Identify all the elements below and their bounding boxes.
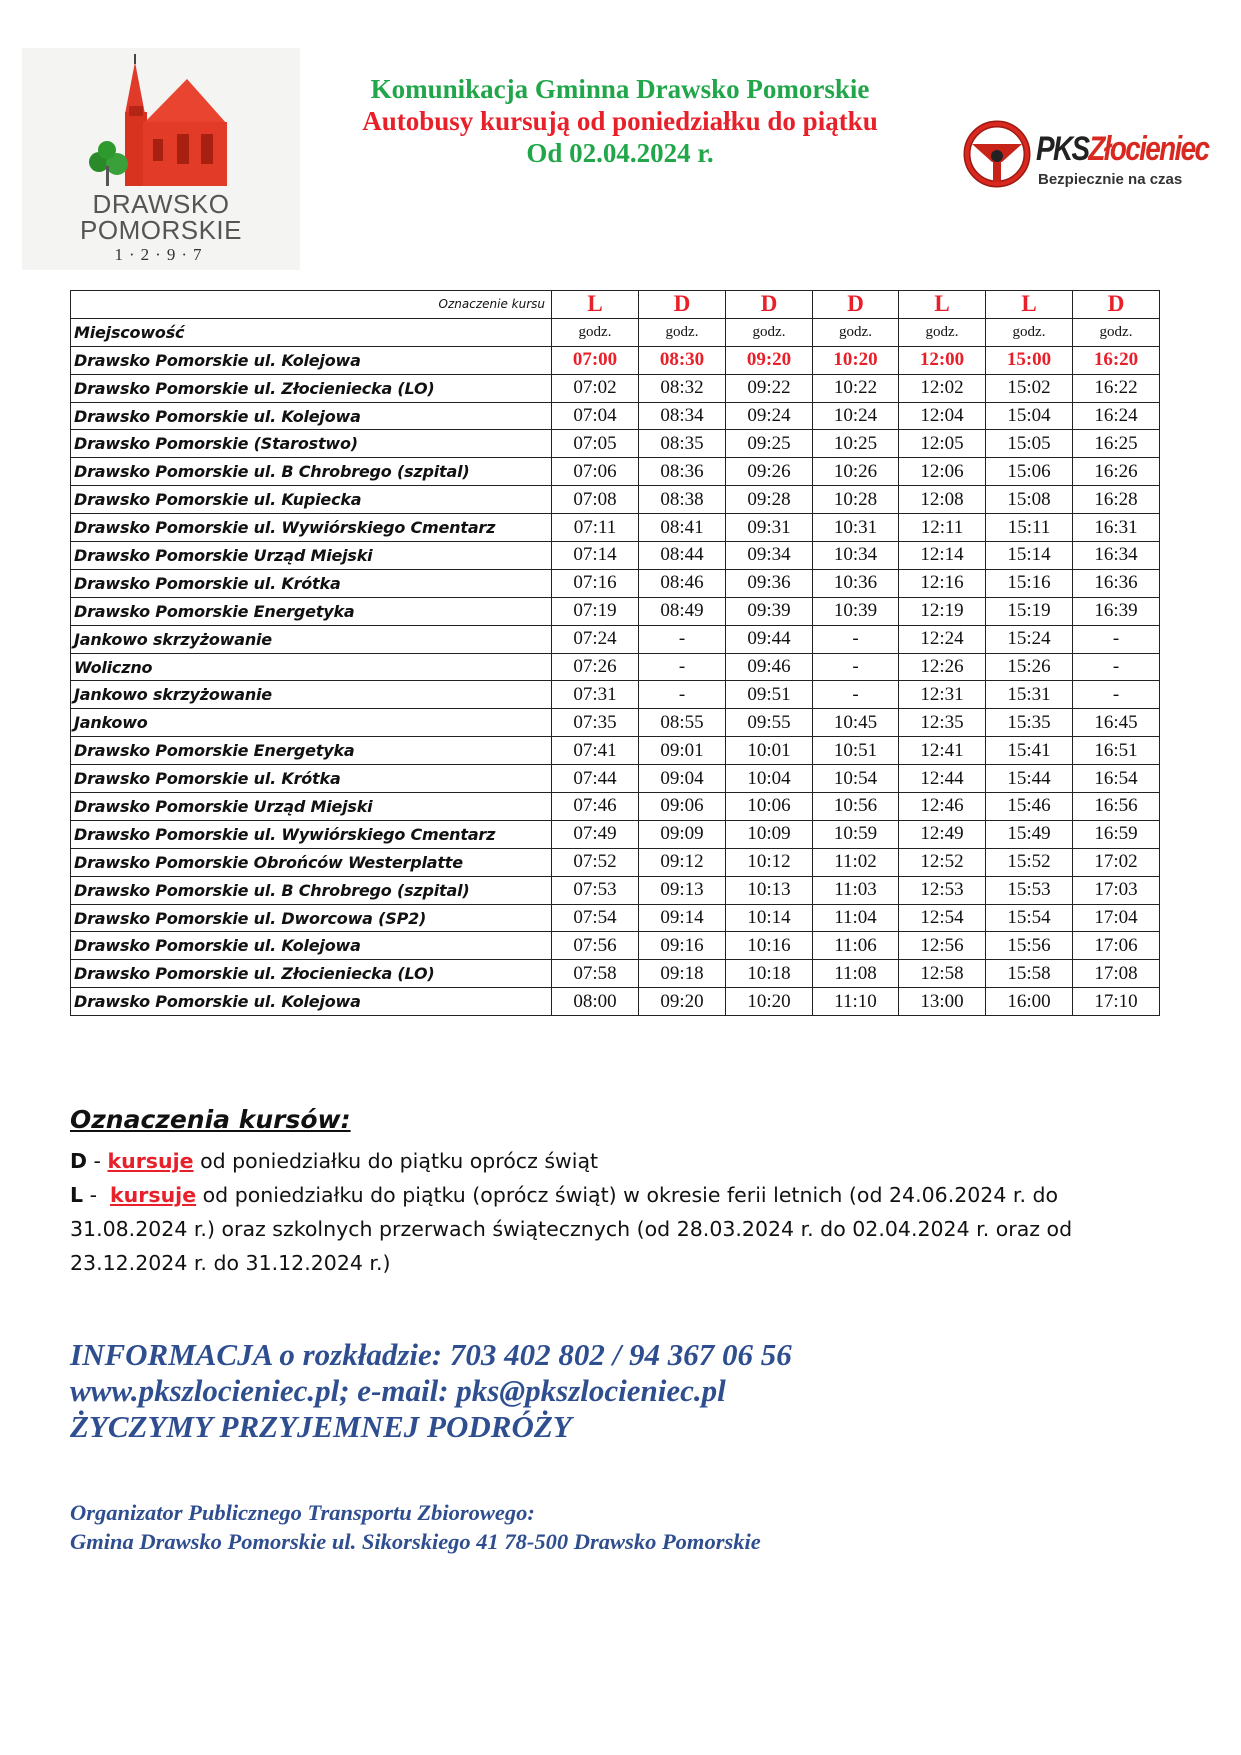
departure-time: 15:44 <box>986 765 1073 793</box>
departure-time: 09:16 <box>639 932 726 960</box>
departure-time: 07:31 <box>552 681 639 709</box>
stop-name: Drawsko Pomorskie ul. Złocieniecka (LO) <box>71 960 552 988</box>
departure-time: 10:18 <box>726 960 813 988</box>
departure-time: 17:03 <box>1073 876 1160 904</box>
legend-body <box>70 1144 1170 1280</box>
departure-time: 09:06 <box>639 793 726 821</box>
stop-name: Drawsko Pomorskie ul. Kolejowa <box>71 346 552 374</box>
header-title: Komunikacja Gminna Drawsko Pomorskie <box>370 74 870 104</box>
departure-time: 09:22 <box>726 374 813 402</box>
departure-time: 11:08 <box>813 960 899 988</box>
table-row <box>71 709 1160 737</box>
legend-l-text: od poniedziałku do piątku (oprócz świąt) w okresie ferii letnich (od 24.06.2024 r. do 31.08.2024 r.) oraz szkolnych przerwach świątecznych (od 28.03.2024 r. do 02.04.2024 r. oraz od 23.12.2024 r. do 31.12.2024 r.) <box>70 1183 1073 1275</box>
table-row <box>71 402 1160 430</box>
departure-time: 12:53 <box>899 876 986 904</box>
departure-time: 15:52 <box>986 848 1073 876</box>
departure-time: 12:05 <box>899 430 986 458</box>
departure-time: 09:36 <box>726 569 813 597</box>
course-code: D <box>726 291 813 319</box>
departure-time: 16:54 <box>1073 765 1160 793</box>
table-row <box>71 681 1160 709</box>
unit-row <box>71 318 1160 346</box>
table-row <box>71 542 1160 570</box>
departure-time: 07:14 <box>552 542 639 570</box>
departure-time: 10:24 <box>813 402 899 430</box>
departure-time: 12:24 <box>899 625 986 653</box>
departure-time: 15:11 <box>986 514 1073 542</box>
table-row <box>71 737 1160 765</box>
departure-time: 16:20 <box>1073 346 1160 374</box>
departure-time: 12:56 <box>899 932 986 960</box>
departure-time: 12:46 <box>899 793 986 821</box>
town-year: 1·2·9·7 <box>114 245 208 264</box>
departure-time: 11:10 <box>813 988 899 1016</box>
unit-label: godz. <box>899 318 986 346</box>
legend-d <box>70 1144 1170 1178</box>
stop-name: Drawsko Pomorskie ul. Kolejowa <box>71 988 552 1016</box>
timetable <box>70 290 1160 1016</box>
departure-time: 11:02 <box>813 848 899 876</box>
departure-time: 15:19 <box>986 597 1073 625</box>
departure-time: 15:05 <box>986 430 1073 458</box>
departure-time: 09:20 <box>639 988 726 1016</box>
departure-time: 09:26 <box>726 458 813 486</box>
legend-d-sep: - <box>87 1149 108 1173</box>
stop-name: Woliczno <box>71 653 552 681</box>
departure-time: 16:24 <box>1073 402 1160 430</box>
departure-time: 16:26 <box>1073 458 1160 486</box>
stop-name: Drawsko Pomorskie ul. Złocieniecka (LO) <box>71 374 552 402</box>
departure-time: 07:58 <box>552 960 639 988</box>
table-row <box>71 597 1160 625</box>
departure-time: 10:20 <box>813 346 899 374</box>
table-row <box>71 960 1160 988</box>
departure-time: 12:11 <box>899 514 986 542</box>
departure-time: 12:02 <box>899 374 986 402</box>
departure-time: 11:04 <box>813 904 899 932</box>
departure-time: 07:56 <box>552 932 639 960</box>
departure-time: - <box>1073 625 1160 653</box>
departure-time: 12:44 <box>899 765 986 793</box>
departure-time: - <box>813 681 899 709</box>
departure-time: 08:46 <box>639 569 726 597</box>
departure-time: 15:08 <box>986 486 1073 514</box>
town-name-line2: POMORSKIE <box>80 215 242 245</box>
town-name-line1: DRAWSKO <box>92 189 230 219</box>
departure-time: 10:25 <box>813 430 899 458</box>
pks-brand-part2: Złocieniec <box>1088 130 1209 168</box>
departure-time: 16:45 <box>1073 709 1160 737</box>
stop-name: Drawsko Pomorskie Energetyka <box>71 597 552 625</box>
departure-time: 10:36 <box>813 569 899 597</box>
unit-label: godz. <box>726 318 813 346</box>
departure-time: 10:20 <box>726 988 813 1016</box>
departure-time: 15:58 <box>986 960 1073 988</box>
departure-time: 15:16 <box>986 569 1073 597</box>
departure-time: - <box>639 625 726 653</box>
stop-name: Jankowo skrzyżowanie <box>71 625 552 653</box>
departure-time: 11:06 <box>813 932 899 960</box>
course-code: D <box>639 291 726 319</box>
table-row <box>71 625 1160 653</box>
departure-time: 08:55 <box>639 709 726 737</box>
legend-d-verb: kursuje <box>107 1149 194 1173</box>
code-row <box>71 291 1160 319</box>
departure-time: 07:04 <box>552 402 639 430</box>
table-row <box>71 653 1160 681</box>
departure-time: - <box>639 681 726 709</box>
departure-time: 07:19 <box>552 597 639 625</box>
header-subtitle: Autobusy kursują od poniedziałku do piątku <box>362 106 878 136</box>
departure-time: 15:41 <box>986 737 1073 765</box>
departure-time: 10:54 <box>813 765 899 793</box>
info-wish: ŻYCZYMY PRZYJEMNEJ PODRÓŻY <box>70 1409 572 1444</box>
departure-time: 15:26 <box>986 653 1073 681</box>
departure-time: 16:36 <box>1073 569 1160 597</box>
table-row <box>71 820 1160 848</box>
legend-l-sep: - <box>83 1183 111 1207</box>
organizer-title: Organizator Publicznego Transportu Zbiorowego: <box>70 1500 535 1525</box>
departure-time: 10:51 <box>813 737 899 765</box>
church-icon <box>77 54 237 189</box>
departure-time: 09:25 <box>726 430 813 458</box>
place-label: Miejscowość <box>71 318 552 346</box>
table-row <box>71 876 1160 904</box>
legend-d-key: D <box>70 1149 88 1173</box>
departure-time: 11:03 <box>813 876 899 904</box>
departure-time: 10:59 <box>813 820 899 848</box>
legend-d-text: od poniedziałku do piątku oprócz świąt <box>193 1149 599 1173</box>
departure-time: 09:12 <box>639 848 726 876</box>
steering-wheel-icon <box>962 108 1032 200</box>
table-row <box>71 430 1160 458</box>
table-row <box>71 904 1160 932</box>
departure-time: 16:22 <box>1073 374 1160 402</box>
unit-label: godz. <box>639 318 726 346</box>
departure-time: 07:05 <box>552 430 639 458</box>
departure-time: 15:31 <box>986 681 1073 709</box>
departure-time: 09:24 <box>726 402 813 430</box>
departure-time: 10:39 <box>813 597 899 625</box>
pks-brand-part1: PKS <box>1036 130 1089 168</box>
departure-time: 07:49 <box>552 820 639 848</box>
departure-time: 08:30 <box>639 346 726 374</box>
departure-time: - <box>1073 653 1160 681</box>
departure-time: 15:49 <box>986 820 1073 848</box>
table-row <box>71 458 1160 486</box>
departure-time: 12:14 <box>899 542 986 570</box>
departure-time: 10:45 <box>813 709 899 737</box>
departure-time: 08:34 <box>639 402 726 430</box>
departure-time: 12:31 <box>899 681 986 709</box>
departure-time: 10:28 <box>813 486 899 514</box>
stop-name: Drawsko Pomorskie ul. B Chrobrego (szpital) <box>71 876 552 904</box>
legend-l <box>70 1178 1170 1280</box>
departure-time: 12:19 <box>899 597 986 625</box>
departure-time: 16:39 <box>1073 597 1160 625</box>
departure-time: 08:36 <box>639 458 726 486</box>
departure-time: 15:56 <box>986 932 1073 960</box>
departure-time: 10:06 <box>726 793 813 821</box>
departure-time: 15:35 <box>986 709 1073 737</box>
departure-time: 16:34 <box>1073 542 1160 570</box>
departure-time: 17:02 <box>1073 848 1160 876</box>
table-row <box>71 486 1160 514</box>
table-row <box>71 374 1160 402</box>
departure-time: 10:09 <box>726 820 813 848</box>
departure-time: 10:13 <box>726 876 813 904</box>
departure-time: 08:49 <box>639 597 726 625</box>
departure-time: 17:06 <box>1073 932 1160 960</box>
info-web: www.pkszlocieniec.pl; e-mail: pks@pkszlocieniec.pl <box>70 1373 726 1408</box>
departure-time: - <box>813 625 899 653</box>
departure-time: 12:04 <box>899 402 986 430</box>
departure-time: 10:34 <box>813 542 899 570</box>
departure-time: 10:56 <box>813 793 899 821</box>
stop-name: Drawsko Pomorskie Energetyka <box>71 737 552 765</box>
departure-time: 09:31 <box>726 514 813 542</box>
pks-slogan: Bezpiecznie na czas <box>1038 171 1183 188</box>
departure-time: 12:16 <box>899 569 986 597</box>
departure-time: 15:46 <box>986 793 1073 821</box>
departure-time: 12:41 <box>899 737 986 765</box>
pks-logo <box>962 108 1222 208</box>
departure-time: 07:54 <box>552 904 639 932</box>
departure-time: 08:32 <box>639 374 726 402</box>
departure-time: 07:44 <box>552 765 639 793</box>
departure-time: 10:31 <box>813 514 899 542</box>
departure-time: 07:52 <box>552 848 639 876</box>
info-phone: INFORMACJA o rozkładzie: 703 402 802 / 94 367 06 56 <box>70 1337 792 1372</box>
departure-time: 09:55 <box>726 709 813 737</box>
departure-time: 07:41 <box>552 737 639 765</box>
departure-time: 17:10 <box>1073 988 1160 1016</box>
departure-time: 07:16 <box>552 569 639 597</box>
departure-time: 10:16 <box>726 932 813 960</box>
stop-name: Drawsko Pomorskie ul. Kupiecka <box>71 486 552 514</box>
course-code: L <box>899 291 986 319</box>
unit-label: godz. <box>552 318 639 346</box>
departure-time: - <box>639 653 726 681</box>
departure-time: 09:04 <box>639 765 726 793</box>
departure-time: 10:26 <box>813 458 899 486</box>
departure-time: 15:24 <box>986 625 1073 653</box>
departure-time: 12:26 <box>899 653 986 681</box>
course-code: D <box>1073 291 1160 319</box>
stop-name: Drawsko Pomorskie ul. Kolejowa <box>71 402 552 430</box>
departure-time: 09:20 <box>726 346 813 374</box>
departure-time: 07:35 <box>552 709 639 737</box>
departure-time: 12:00 <box>899 346 986 374</box>
course-code: L <box>986 291 1073 319</box>
departure-time: 09:13 <box>639 876 726 904</box>
legend-l-verb: kursuje <box>110 1183 197 1207</box>
departure-time: 15:06 <box>986 458 1073 486</box>
departure-time: 16:28 <box>1073 486 1160 514</box>
departure-time: 16:51 <box>1073 737 1160 765</box>
table-row <box>71 932 1160 960</box>
departure-time: 09:28 <box>726 486 813 514</box>
departure-time: 10:22 <box>813 374 899 402</box>
departure-time: - <box>1073 681 1160 709</box>
departure-time: 09:34 <box>726 542 813 570</box>
code-label: Oznaczenie kursu <box>71 291 552 319</box>
table-row <box>71 346 1160 374</box>
table-row <box>71 793 1160 821</box>
course-code: D <box>813 291 899 319</box>
stop-name: Jankowo skrzyżowanie <box>71 681 552 709</box>
departure-time: 12:35 <box>899 709 986 737</box>
departure-time: 09:09 <box>639 820 726 848</box>
departure-time: 10:01 <box>726 737 813 765</box>
departure-time: 07:26 <box>552 653 639 681</box>
stop-name: Drawsko Pomorskie (Starostwo) <box>71 430 552 458</box>
legend-title: Oznaczenia kursów: <box>70 1105 351 1134</box>
departure-time: 08:35 <box>639 430 726 458</box>
stop-name: Drawsko Pomorskie Urząd Miejski <box>71 542 552 570</box>
table-row <box>71 988 1160 1016</box>
departure-time: 15:02 <box>986 374 1073 402</box>
departure-time: 12:49 <box>899 820 986 848</box>
departure-time: 15:54 <box>986 904 1073 932</box>
departure-time: 16:25 <box>1073 430 1160 458</box>
legend-l-key: L <box>70 1183 84 1207</box>
stop-name: Drawsko Pomorskie ul. Wywiórskiego Cmentarz <box>71 820 552 848</box>
organizer-address: Gmina Drawsko Pomorskie ul. Sikorskiego 41 78-500 Drawsko Pomorskie <box>70 1529 761 1554</box>
departure-time: 07:53 <box>552 876 639 904</box>
departure-time: 07:11 <box>552 514 639 542</box>
departure-time: 12:06 <box>899 458 986 486</box>
stop-name: Drawsko Pomorskie ul. Kolejowa <box>71 932 552 960</box>
unit-label: godz. <box>813 318 899 346</box>
departure-time: 12:54 <box>899 904 986 932</box>
departure-time: 16:00 <box>986 988 1073 1016</box>
stop-name: Drawsko Pomorskie Obrońców Westerplatte <box>71 848 552 876</box>
departure-time: 12:08 <box>899 486 986 514</box>
departure-time: 09:51 <box>726 681 813 709</box>
stop-name: Drawsko Pomorskie ul. Wywiórskiego Cmentarz <box>71 514 552 542</box>
departure-time: 09:18 <box>639 960 726 988</box>
departure-time: 10:04 <box>726 765 813 793</box>
departure-time: 16:31 <box>1073 514 1160 542</box>
header-date: Od 02.04.2024 r. <box>526 138 714 168</box>
departure-time: 08:44 <box>639 542 726 570</box>
stop-name: Jankowo <box>71 709 552 737</box>
unit-label: godz. <box>986 318 1073 346</box>
departure-time: 07:24 <box>552 625 639 653</box>
unit-label: godz. <box>1073 318 1160 346</box>
stop-name: Drawsko Pomorskie ul. Krótka <box>71 569 552 597</box>
departure-time: 17:08 <box>1073 960 1160 988</box>
table-row <box>71 848 1160 876</box>
departure-time: 08:00 <box>552 988 639 1016</box>
stop-name: Drawsko Pomorskie ul. B Chrobrego (szpital) <box>71 458 552 486</box>
stop-name: Drawsko Pomorskie Urząd Miejski <box>71 793 552 821</box>
stop-name: Drawsko Pomorskie ul. Krótka <box>71 765 552 793</box>
departure-time: 07:46 <box>552 793 639 821</box>
departure-time: 15:14 <box>986 542 1073 570</box>
departure-time: 07:06 <box>552 458 639 486</box>
departure-time: 07:02 <box>552 374 639 402</box>
departure-time: 12:52 <box>899 848 986 876</box>
departure-time: 09:39 <box>726 597 813 625</box>
pks-brand <box>1036 130 1208 169</box>
departure-time: 09:14 <box>639 904 726 932</box>
departure-time: 13:00 <box>899 988 986 1016</box>
stop-name: Drawsko Pomorskie ul. Dworcowa (SP2) <box>71 904 552 932</box>
table-row <box>71 569 1160 597</box>
departure-time: 12:58 <box>899 960 986 988</box>
departure-time: 09:46 <box>726 653 813 681</box>
departure-time: 10:12 <box>726 848 813 876</box>
departure-time: 07:00 <box>552 346 639 374</box>
table-row <box>71 765 1160 793</box>
table-row <box>71 514 1160 542</box>
departure-time: 09:44 <box>726 625 813 653</box>
departure-time: 15:00 <box>986 346 1073 374</box>
departure-time: 16:56 <box>1073 793 1160 821</box>
departure-time: 15:53 <box>986 876 1073 904</box>
departure-time: 07:08 <box>552 486 639 514</box>
departure-time: 15:04 <box>986 402 1073 430</box>
departure-time: 08:41 <box>639 514 726 542</box>
departure-time: 17:04 <box>1073 904 1160 932</box>
departure-time: 08:38 <box>639 486 726 514</box>
departure-time: 10:14 <box>726 904 813 932</box>
departure-time: 09:01 <box>639 737 726 765</box>
course-code: L <box>552 291 639 319</box>
departure-time: - <box>813 653 899 681</box>
departure-time: 16:59 <box>1073 820 1160 848</box>
